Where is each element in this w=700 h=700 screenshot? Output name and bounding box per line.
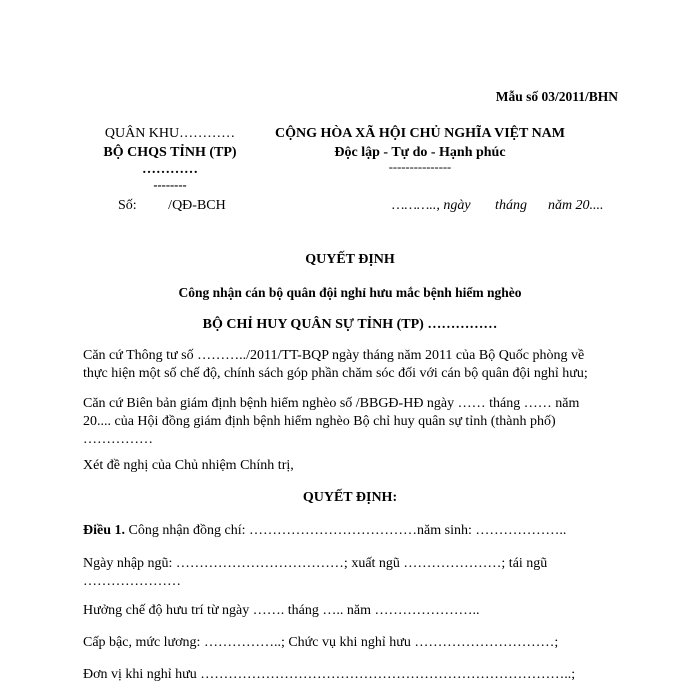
article-1-line-1 (83, 522, 603, 540)
article-1-rank-salary: Cấp bậc, mức lương: ……………..; Chức vụ khi nghỉ hưu …………………………; (83, 635, 559, 650)
left-header-divider: -------- (153, 178, 187, 192)
legal-basis-paragraph-1: Căn cứ Thông tư số ………../2011/TT-BQP ngày tháng năm 2011 của Bộ Quốc phòng về thực hiện một số chế độ, chính sách góp phần chăm sóc đối với cán bộ quân đội nghỉ hưu; (83, 348, 588, 381)
article-1-unit: Đơn vị khi nghỉ hưu ……………………………………………………………………..; (83, 667, 576, 682)
proposal-paragraph: Xét đề nghị của Chủ nhiệm Chính trị, (83, 458, 294, 473)
article-1-retirement: Hưởng chế độ hưu trí từ ngày ……. tháng ….. năm ………………….. (83, 603, 480, 618)
right-header-divider: --------------- (388, 160, 452, 174)
military-region-line: QUÂN KHU………… (104, 126, 236, 141)
document-date: ……….., ngày tháng năm 20.... (392, 198, 604, 213)
decision-heading: QUYẾT ĐỊNH: (302, 490, 398, 505)
article-1-label: Điều 1. (83, 523, 125, 538)
document-title: QUYẾT ĐỊNH (305, 252, 395, 267)
article-1-text: Công nhận đồng chí: ………………………………năm sinh: ……………….. (125, 523, 567, 538)
form-number: Mẫu số 03/2011/BHN (495, 89, 618, 104)
province-name-placeholder: ………… (142, 162, 198, 177)
issuing-authority: BỘ CHỈ HUY QUÂN SỰ TỈNH (TP) …………… (202, 317, 498, 332)
national-motto: Độc lập - Tự do - Hạnh phúc (334, 145, 506, 160)
article-1-enlistment: Ngày nhập ngũ: ………………………………; xuất ngũ …………………; tái ngũ ………………… (83, 556, 548, 589)
legal-basis-paragraph-2: Căn cứ Biên bản giám định bệnh hiểm nghèo số /BBGĐ-HĐ ngày …… tháng …… năm 20.... của Hội đồng giám định bệnh hiểm nghèo Bộ chỉ huy quân sự tỉnh (thành phố) …………… (83, 396, 580, 447)
document-subtitle: Công nhận cán bộ quân đội nghỉ hưu mắc bệnh hiểm nghèo (178, 285, 522, 300)
national-title: CỘNG HÒA XÃ HỘI CHỦ NGHĨA VIỆT NAM (274, 126, 565, 141)
document-number: Số: /QĐ-BCH (118, 198, 226, 213)
provincial-command-line: BỘ CHQS TỈNH (TP) (103, 145, 237, 160)
